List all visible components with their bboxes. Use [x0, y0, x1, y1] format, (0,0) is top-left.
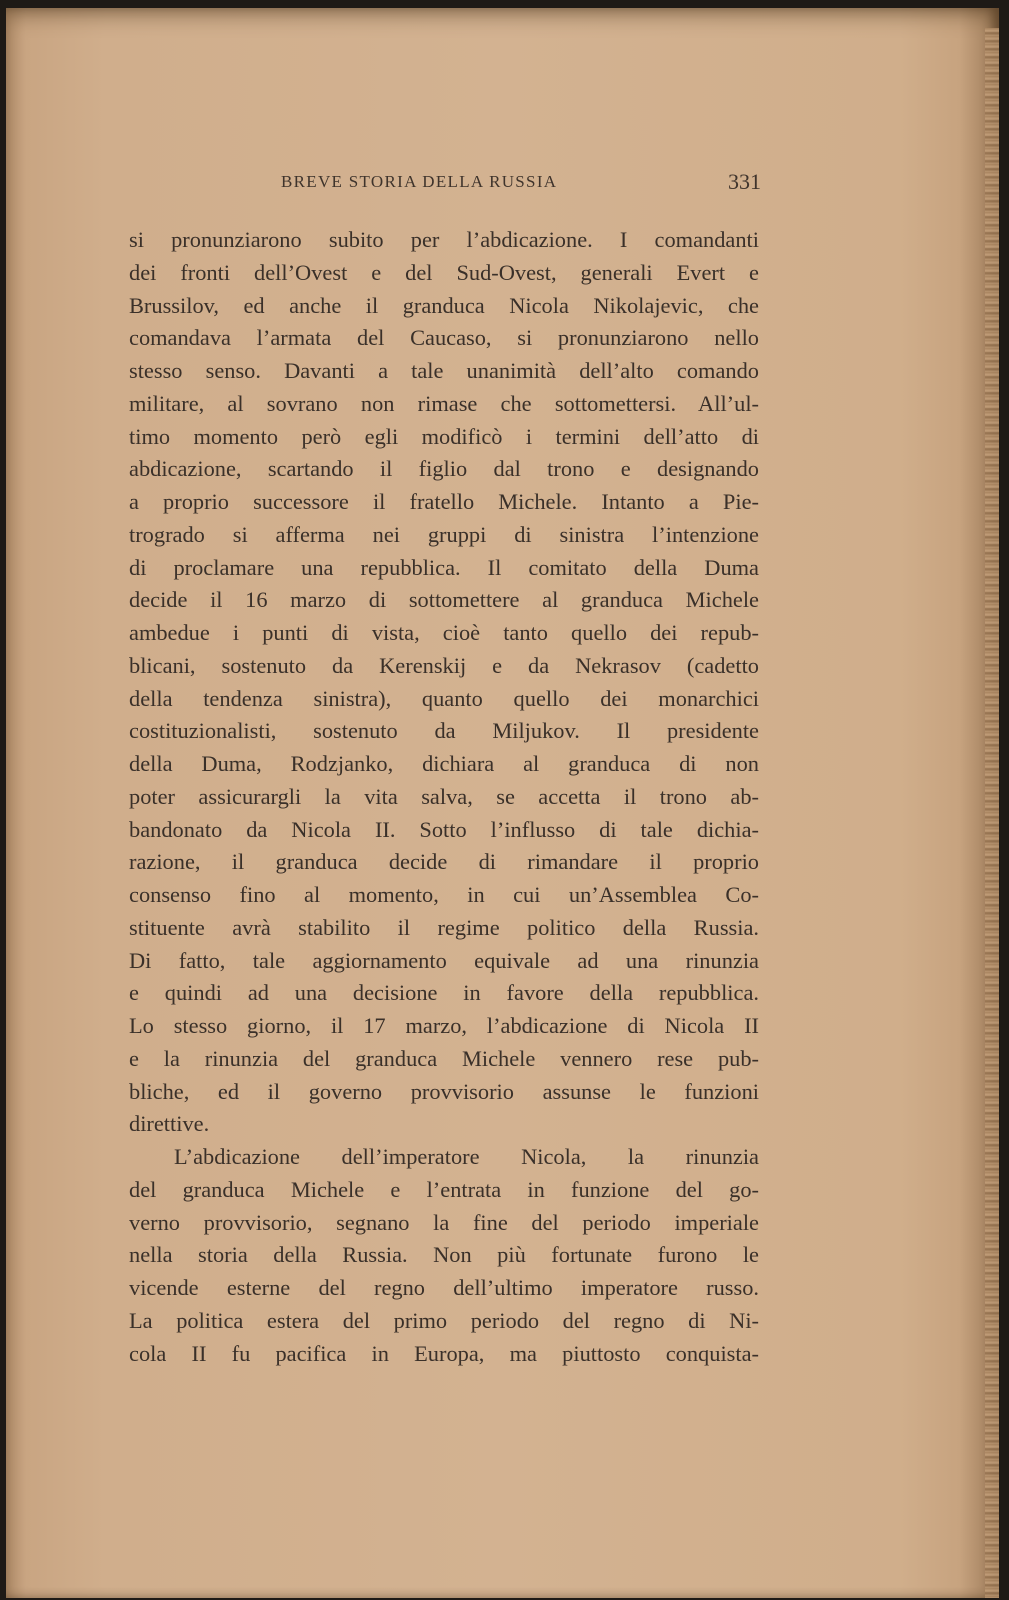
- text-line: abdicazione, scartando il figlio dal trono e designando: [129, 456, 759, 482]
- text-line: bliche, ed il governo provvisorio assunse le funzioni: [129, 1078, 759, 1104]
- text-line: costituzionalisti, sostenuto da Miljukov. Il presidente: [129, 718, 759, 744]
- text-line: ambedue i punti di vista, cioè tanto quello dei repub-: [129, 620, 759, 645]
- page-number: 331: [728, 169, 761, 194]
- text-line: dei fronti dell’Ovest e del Sud-Ovest, generali Evert e: [129, 259, 759, 285]
- text-line: cola II fu pacifica in Europa, ma piuttosto conquista-: [129, 1340, 759, 1366]
- text-line: nella storia della Russia. Non più fortunate furono le: [129, 1242, 759, 1268]
- text-line: del granduca Michele e l’entrata in funzione del go-: [129, 1176, 759, 1202]
- text-line: Di fatto, tale aggiornamento equivale ad una rinunzia: [129, 947, 759, 973]
- text-line: di proclamare una repubblica. Il comitato della Duma: [129, 554, 759, 580]
- text-line: consenso fino al momento, in cui un’Assemblea Co-: [129, 882, 759, 907]
- text-line: stesso senso. Davanti a tale unanimità dell’alto comando: [129, 358, 759, 383]
- text-line: vicende esterne del regno dell’ultimo imperatore russo.: [129, 1275, 759, 1300]
- text-line: e quindi ad una decisione in favore della repubblica.: [129, 980, 759, 1006]
- text-line: Lo stesso giorno, il 17 marzo, l’abdicazione di Nicola II: [129, 1013, 759, 1038]
- text-line: stituente avrà stabilito il regime politico della Russia.: [129, 914, 759, 940]
- text-line: timo momento però egli modificò i termini dell’atto di: [129, 423, 759, 449]
- text-line: bandonato da Nicola II. Sotto l’influsso di tale dichia-: [129, 816, 759, 842]
- text-line: della tendenza sinistra), quanto quello dei monarchici: [129, 685, 759, 711]
- text-line: della Duma, Rodzjanko, dichiara al granduca di non: [129, 751, 759, 776]
- body-text: [129, 224, 759, 1370]
- text-line: trogrado si afferma nei gruppi di sinistra l’intenzione: [129, 521, 759, 547]
- page-edge: [985, 28, 999, 1598]
- text-line: La politica estera del primo periodo del regno di Ni-: [129, 1307, 759, 1333]
- text-line: comandava l’armata del Caucaso, si pronunziarono nello: [129, 325, 759, 351]
- text-line: poter assicurargli la vita salva, se accetta il trono ab-: [129, 783, 759, 809]
- text-line: blicani, sostenuto da Kerenskij e da Nekrasov (cadetto: [129, 652, 759, 678]
- book-page: [6, 8, 999, 1598]
- text-line: L’abdicazione dell’imperatore Nicola, la rinunzia: [174, 1144, 759, 1169]
- text-line: decide il 16 marzo di sottomettere al granduca Michele: [129, 587, 759, 613]
- text-line: e la rinunzia del granduca Michele vennero rese pub-: [129, 1045, 759, 1071]
- page-header: [6, 168, 999, 198]
- text-line: si pronunziarono subito per l’abdicazione. I comandanti: [129, 227, 759, 252]
- text-line: razione, il granduca decide di rimandare il proprio: [129, 849, 759, 875]
- text-line: a proprio successore il fratello Michele. Intanto a Pie-: [129, 489, 759, 514]
- text-line: militare, al sovrano non rimase che sottomettersi. All’ul-: [129, 390, 759, 416]
- text-line: verno provvisorio, segnano la fine del periodo imperiale: [129, 1209, 759, 1235]
- text-line: direttive.: [129, 1111, 210, 1137]
- running-title: BREVE STORIA DELLA RUSSIA: [281, 172, 558, 191]
- text-line: Brussilov, ed anche il granduca Nicola Nikolajevic, che: [129, 292, 759, 318]
